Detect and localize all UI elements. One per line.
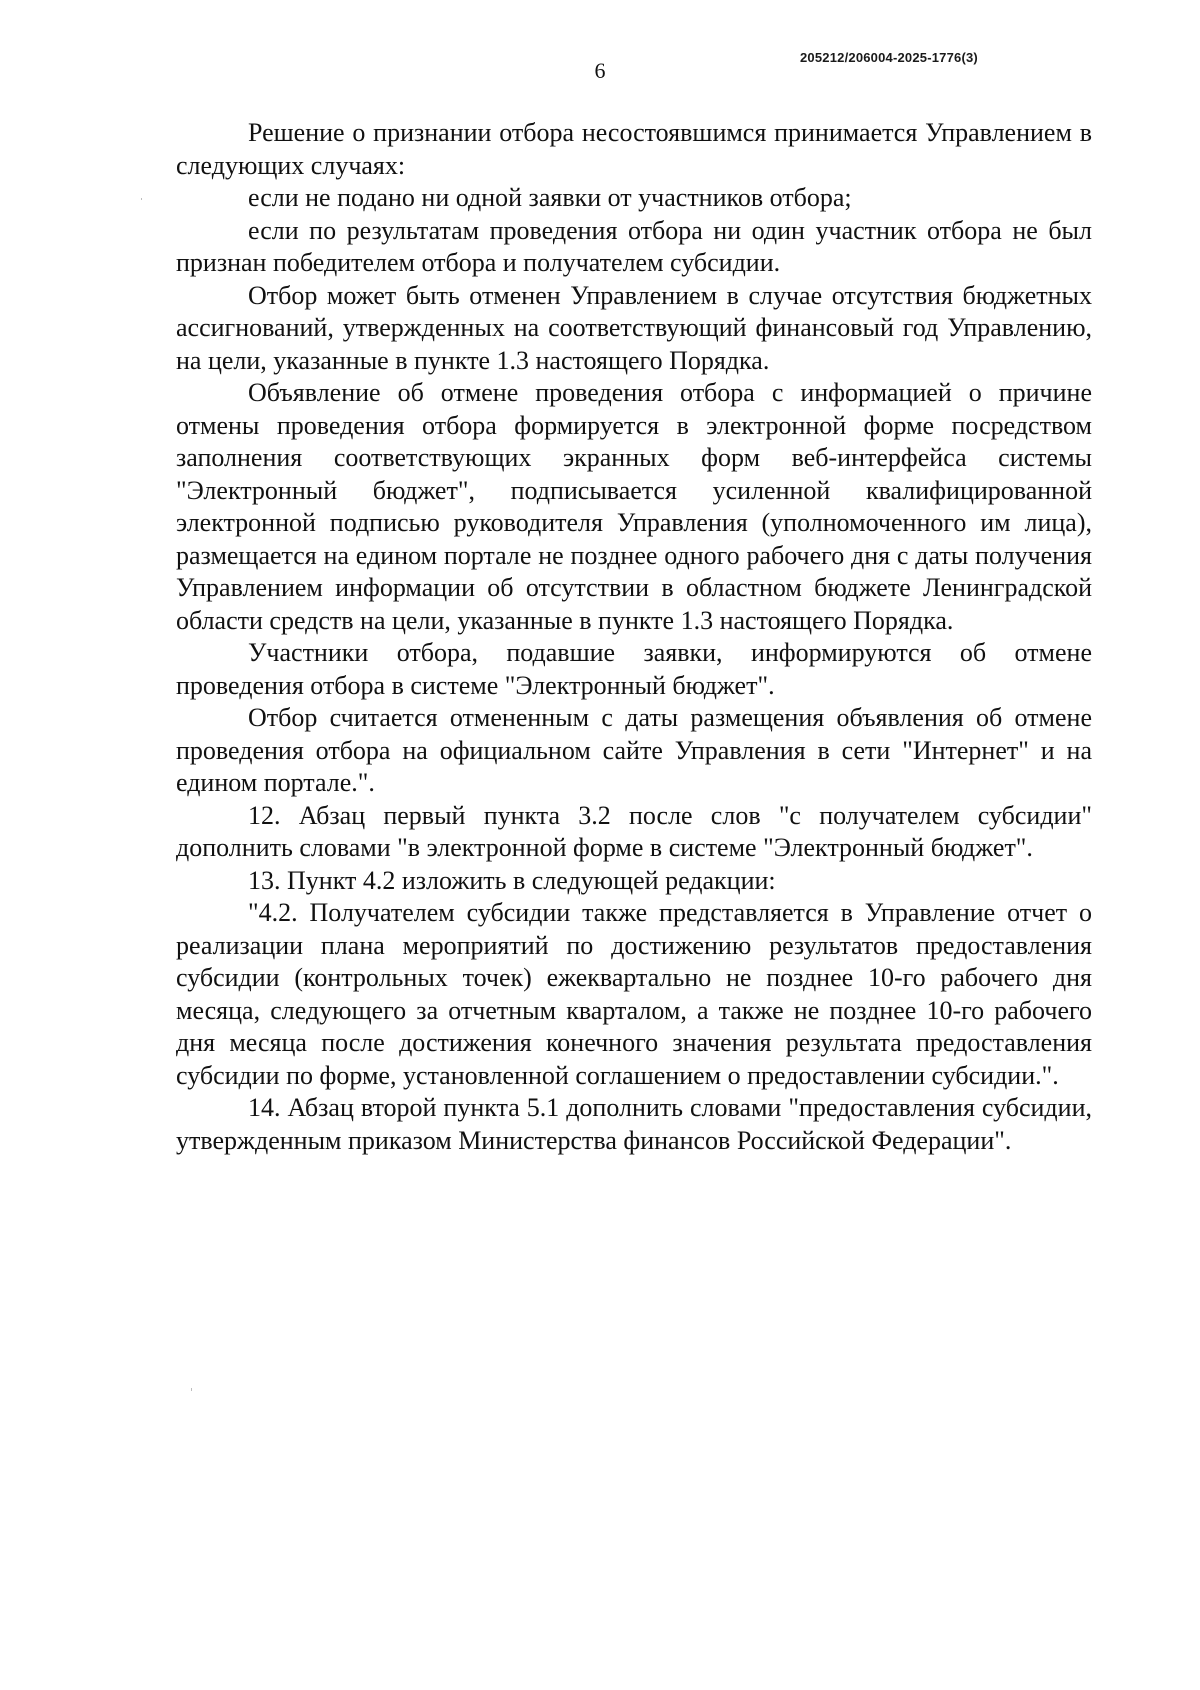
scan-artifact	[141, 198, 142, 200]
paragraph-participants-informed: Участники отбора, подавшие заявки, информируются об отмене проведения отбора в системе "Электронный бюджет".	[176, 638, 1092, 700]
paragraph-item-12: 12. Абзац первый пункта 3.2 после слов "с получателем субсидии" дополнить словами "в электронной форме в системе "Электронный бюджет".	[176, 800, 1092, 862]
paragraph-item-14: 14. Абзац второй пункта 5.1 дополнить словами "предоставления субсидии, утвержденным приказом Министерства финансов Российской Федерации".	[176, 1093, 1092, 1155]
page-number: 6	[594, 58, 606, 83]
document-id: 205212/206004-2025-1776(3)	[800, 50, 978, 65]
paragraph-cancellation: Отбор может быть отменен Управлением в случае отсутствия бюджетных ассигнований, утвержденных на соответствующий финансовый год Управлению, на цели, указанные в пункте 1.3 настоящего Порядка.	[176, 280, 1092, 375]
document-body	[176, 117, 1092, 1157]
paragraph-case-no-winner: если по результатам проведения отбора ни один участник отбора не был признан победителем отбора и получателем субсидии.	[176, 215, 1092, 277]
scan-artifact	[191, 1388, 192, 1391]
paragraph-item-4-2: "4.2. Получателем субсидии также представляется в Управление отчет о реализации плана мероприятий по достижению результатов предоставления субсидии (контрольных точек) ежеквартально не позднее 10-го рабочего дня месяца, следующего за отчетным кварталом, а также не позднее 10-го рабочего дня месяца после достижения конечного значения результата предоставления субсидии по форме, установленной соглашением о предоставлении субсидии.".	[176, 898, 1092, 1090]
paragraph-cancellation-announcement: Объявление об отмене проведения отбора с информацией о причине отмены проведения отбора формируется в электронной форме посредством заполнения соответствующих экранных форм веб-интерфейса системы "Электронный бюджет", подписывается усиленной квалифицированной электронной подписью руководителя Управления (уполномоченного им лица), размещается на едином портале не позднее одного рабочего дня с даты получения Управлением информации об отсутствии в областном бюджете Ленинградской области средств на цели, указанные в пункте 1.3 настоящего Порядка.	[176, 378, 1092, 635]
paragraph-case-no-applications: если не подано ни одной заявки от участников отбора;	[248, 183, 852, 212]
paragraph-decision: Решение о признании отбора несостоявшимся принимается Управлением в следующих случаях:	[176, 118, 1092, 180]
paragraph-item-13: 13. Пункт 4.2 изложить в следующей редакции:	[248, 865, 776, 895]
paragraph-cancellation-date: Отбор считается отмененным с даты размещения объявления об отмене проведения отбора на официальном сайте Управления в сети "Интернет" и на едином портале.".	[176, 703, 1092, 797]
